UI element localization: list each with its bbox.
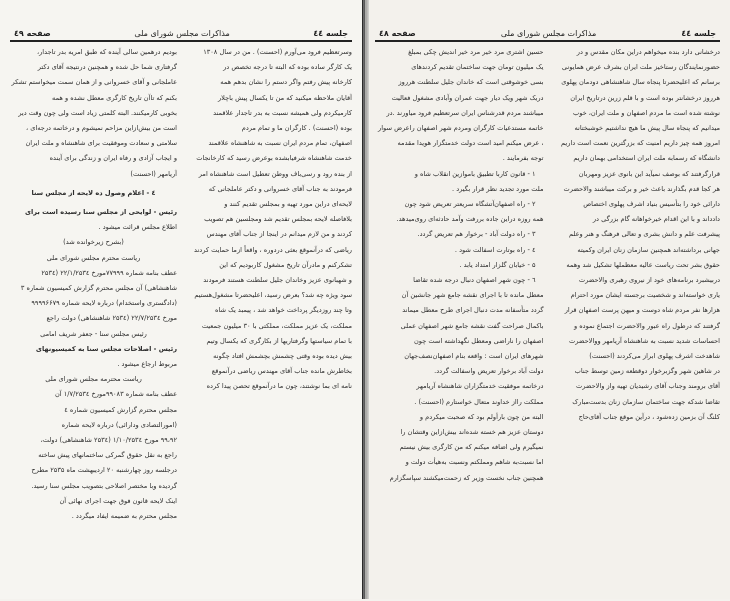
text-line: اصفهان را ناراضی ومعطل نگهداشته است چون: [413, 336, 544, 345]
text-line: یک میلیون تومان جهت ساختمان تقدیم کردندهای: [411, 63, 544, 72]
page-48: [365, 0, 730, 599]
binding-fold: [363, 0, 369, 599]
text-line: حقوق بشر تحت ریاست عالیه معظملها تشکیل شد وهمه: [566, 260, 720, 269]
text-line: و شهبانوی عزیز وخاندان جلیل سلطنت هستند فرمودند: [203, 276, 352, 285]
text-line: درجلسه روز چهارشنبه ۲۰ اردیبهشت ماه ۲۵۳۵ مطرح: [31, 466, 177, 475]
session-number: جلسه ٤٤: [313, 29, 348, 38]
text-line: معطل مانده تا با اجرای نقشه جامع شهر جانشین آن: [401, 291, 544, 300]
text-line: درخاتمه موفقیت خدمتگزاران شاهنشاه آریامهر: [416, 382, 544, 391]
running-head: [375, 24, 720, 42]
text-line: لایحه‌ای دراین مورد تهیه و بمجلس تقدیم کنند و: [224, 200, 352, 209]
text-line: دریک شهر ویک دیار جهت عمران وآبادی مشغول فعالیت: [391, 93, 544, 102]
centered-line: رئیس مجلس سنا - جعفر شریف امامی: [40, 329, 147, 338]
text-line: مجلس محترم گزارش کمیسیون شماره ٤: [64, 405, 177, 414]
page-number: صفحه ٤٨: [379, 29, 416, 38]
speaker-line: رئیس - لوایحی از مجلس سنا رسیده است برای: [25, 208, 177, 217]
text-line: مورخ ۲۲/۷/۲۵۳٤ (۲۵۳٤ شاهنشاهی) دولت راجع: [46, 314, 177, 323]
text-line: بخوبی کارمیکنند. البته کلمتی زیاد است ولی چون وقت دیر: [18, 108, 177, 117]
text-line: البته من چون بارأولم بود که صحبت میکردم و: [419, 412, 544, 421]
text-line: کارخانه پیش رفتم واگر دستم را نشان بدهم همه: [220, 78, 352, 87]
text-line: دارائی خود را بتأسیس بنیاد اشرف پهلوی اختصاص: [583, 200, 720, 209]
text-line: احساسات شدید نسبت به شاهنشاه آریامهر ووالاحضرت: [569, 336, 720, 345]
text-line: بیش دیده بوده وقتی چشمش بچشمش افتاد چگونه: [213, 352, 352, 361]
text-line: مجلس محترم به ضمیمه ایفاد میگردد .: [71, 512, 177, 521]
text-line: مملکت رااز خداوند متعال خواستارم (احسنت) .: [414, 397, 544, 406]
list-item: ٤ - راه بوتارت اسفالت شود .: [454, 245, 536, 254]
text-line: ریاضی که درآنموقع بعثی دردوره ، واقعاً ازما حمایت کردند: [194, 245, 352, 254]
section-heading: ٤ - اعلام وصول ده لایحه از مجلس سنا: [31, 188, 156, 197]
text-line: دانشگاه که رسمابه ملت ایران استخدامی بهمان داریم: [573, 154, 720, 163]
text-line: تقاضا شدکه جهت ساختمان سازمان زنان بدست‌مبارک: [572, 397, 720, 406]
text-line: (امورالتصادی ودارائی) درباره لایحه شماره: [61, 420, 177, 429]
session-number: جلسه ٤٤: [681, 29, 716, 38]
text-line: فرمودند به جناب آقای خسروانی و دکتر عاملجانی که: [208, 184, 352, 193]
text-line: در شاهین شهر وگزبرخوار دوقطعه زمین توسط جناب: [574, 367, 720, 376]
text-line: همچنین جناب نخست وزیر که زحمت‌میکشند سپاسگزارم: [389, 473, 544, 482]
text-line: نمیگیرم ولی اضافه میکنم که من کارگری بیش نیستم: [399, 443, 544, 452]
text-line: (دادگستری واستخدام) درباره لایحه شماره ۹۹۹۹۶۶۷۹: [31, 299, 177, 308]
centered-line: (بشرح زیرخوانده شد): [63, 238, 124, 247]
text-column-right: [552, 46, 721, 601]
text-line: یاری خواسته‌اند و شخصیت برجسته ایشان مورد احترام: [570, 291, 720, 300]
text-line: مربوط ارجاع میشود .: [117, 360, 177, 369]
text-line: دربیشبرد برنامه‌های خود از نیروی رهبری والاحضرت: [578, 276, 720, 285]
text-column-left: [10, 46, 177, 601]
text-line: با تمام سیاستها وگرفتاریها از بکارگری که یکسال وتیم: [206, 336, 352, 345]
text-line: هر کجا قدم بگذارند باعث خیر و برکت میباشند والاحضرت: [563, 184, 720, 193]
text-line: سود ویژه چه شد؟ بعرض رسید، اعلیحضرتا مشغول‌هستیم: [194, 291, 352, 300]
list-item: ۵ - خیابان گلزار امتداد یابد .: [459, 260, 536, 269]
text-line: گردد متأسفانه مدت دنبال اجرای طرح معطل میماند: [402, 306, 544, 315]
text-line: دولت آباد برخوار تعریض واسفالت گردد.: [434, 367, 544, 376]
page-number: صفحه ٤٩: [14, 29, 51, 38]
running-head: [10, 24, 352, 42]
text-line: وتا چند روزدیگر پرداخت خواهد شد ، پیمبد یک شاه: [215, 306, 352, 315]
text-line: شاهنشاهی) آن مجلس محترم گزارش کمیسیون شماره ۳: [20, 284, 177, 293]
text-line: آقایان ملاحظه میکنید که من تا یکسال پیش باچلار: [217, 93, 352, 102]
text-columns: [10, 46, 352, 601]
text-line: بلافاصله لایحه بمجلس تقدیم شد ومجلسین هم تصویب: [204, 215, 352, 224]
text-line: آقای برومند وجناب آقای رشیدیان تهیه واز والاحضرت: [576, 382, 720, 391]
text-columns: [375, 46, 720, 601]
text-line: باکمال صراحت گفت نقشه جامع شهر اصفهان عملی: [400, 321, 544, 330]
text-line: ملت مورد تجدید نظر قرار بگیرد .: [452, 184, 544, 193]
text-line: سلامتی و سعادت وموفقیت برای شاهنشاه و ملت ایران: [25, 139, 177, 148]
text-line: گرفتاری شما حل شده و همچنین درنتیجه آقای دکتر: [37, 63, 177, 72]
text-line: اصفهان، تمام مردم ایران نسبت به شاهنشاه علاقمند: [208, 139, 352, 148]
text-column-right: [185, 46, 352, 601]
running-title: مذاکرات مجلس شورای ملی: [134, 29, 230, 38]
text-column-left: [375, 46, 544, 601]
text-line: برسانم که اعلیحضرتا پنجاه سال شاهنشاهی دودمان پهلوی: [561, 78, 720, 87]
text-line: از بنده رود و رسی‌باف ووطن تعطیل است شاهنشاه امر: [198, 169, 352, 178]
text-line: حضورنمایندگان رستاخیز ملت ایران بشرف عرض همایونی: [561, 63, 720, 72]
text-line: شاهدخت اشرف پهلوی ابراز می‌کردند (احسنت): [589, 352, 720, 361]
list-item: ۱ - قانون کاربا تطبیق باموازین انقلاب شاه و: [414, 169, 536, 178]
text-line: ، عرض میکنم امید است دولت خدمتگزار هویدا مقدمه: [397, 139, 544, 148]
running-title: مذاکرات مجلس شورای ملی: [500, 29, 597, 38]
text-line: شهرهای ایران است : واقعه بنام اصفهان‌نصف‌جهان: [404, 352, 544, 361]
text-line: عطف بنامه شماره ۹۹۰۸۳مورخ ۱/۷/۲۵۳٤ آن: [54, 390, 177, 399]
text-line: اینک لایحه قانون فوق جهت اجرای نهائی آن: [59, 496, 177, 505]
text-line: تشکرکنم و مادرآن تاریخ مشغول کاربودیم که این: [219, 260, 352, 269]
list-item: ٦ - چون شهر اصفهان دنبال درجه شده تقاضا: [413, 276, 536, 285]
text-line: امروز همه چیز داریم امنیت که بزرگترین نعمت است داریم: [560, 139, 720, 148]
text-line: عاملجانی و آقای خسروانی و از همان سمت میخواستم تشکر: [11, 78, 177, 87]
text-line: بکنم که تاآن تاریخ کارگری معطل نشده و همه: [52, 93, 177, 102]
text-line: بوده (احسنت) . کارگران ما و تمام مردم: [241, 124, 352, 133]
text-line: حسین اشتری مرد خیر مرد خیر اندیش چکی بمبلغ: [408, 48, 544, 56]
text-line: گرفتند که درطول راه عبور والاحضرت اجتماع نموده و: [573, 321, 720, 330]
text-line: خدمت شاهنشاه شرفیابشده بوعرض رسید که کارخانجات: [196, 154, 352, 163]
text-line: کردند و من لازم میدانم در اینجا از جناب آقای مهندس: [206, 230, 352, 239]
text-line: یک کارگر ساده بوده که البته تا درجه تخصص در: [223, 63, 352, 72]
centered-line: ریاست محترمه مجلس شورای ملی: [45, 375, 142, 384]
text-line: درخشانی دارد بنده میخواهم دراین مکان مقدس و در: [576, 48, 720, 56]
text-line: آریامهر (احسنت): [130, 169, 177, 178]
text-line: و ایجاب آزادی و رفاه ایران و زندگی برای آینده: [49, 154, 177, 163]
text-line: کارمیکردم ولی همیشه نسبت به بدر تاجدار علاقمند: [213, 108, 352, 117]
text-line: قرارگرفتند که بوصف نمیآید این بانوی عزیز ومهربان: [578, 169, 720, 178]
text-line: مملکت، یک عزیز مملکت، مملکتی با ۳۰ میلیون جمعیت: [201, 321, 352, 330]
text-line: توجه بفرمایند .: [502, 154, 544, 163]
text-line: ۹۹،۹۲ مورخ ۱/۱۰/۲۵۳٤ (۲۵۳٤ شاهنشاهی) دولت،: [40, 436, 177, 445]
text-line: بخاطرش مانده جناب آقای مهندس ریاضی درآنموقع: [211, 367, 352, 376]
text-line: دادداند و با این اقدام خیرخواهانه گام بزرگی در: [592, 215, 720, 224]
text-line: پیشرفت علم و دانش بشری و تعالی فرهنگ و هنر وعلم: [569, 230, 720, 239]
text-line: بودیم درهمین سالی آینده که طبق امریه بدر تاجدار،: [37, 48, 177, 56]
text-line: دوستان عزیز هم خسته شده‌اند بیش‌ازاین وقتشان را: [400, 428, 544, 437]
text-line: راجع به نقل حقوق گمرکی ساختمانهای پیش ساخته: [38, 451, 177, 460]
text-line: نامه ای بما نوشتند، چون ما درآنموقع تحصن پیدا کرده: [206, 382, 352, 391]
text-line: گردیده وبا مختصر اصلاحی بتصویب مجلس سنا رسید.: [31, 481, 177, 490]
text-line: کلنگ آن بزمین زده‌شود ، درآین موقع جناب آقای‌حاج: [578, 412, 720, 421]
text-line: هرروز درخشانتر بوده است و با قلم زرین درتاریخ ایران: [570, 93, 720, 102]
text-line: هزارها نفر مردم شاه دوست و میهن پرست اصفهان قرار: [564, 306, 720, 315]
text-line: خاتمه مستدعیات کارگران ومردم شهر اصفهان راعرض‌ سوار: [378, 124, 544, 133]
text-line: میدانیم که پنجاه سال پیش ما هیچ نداشتیم خوشبختانه: [574, 124, 720, 133]
text-line: وسرتعظیم فرود می‌آورم (احسنت) . من در سال ۱۳۰۸: [203, 48, 352, 56]
text-line: همه روزه دراین جاده بررفت وآمد حادثه‌ای روی‌میدهد.: [396, 215, 544, 224]
text-line: عطف بنامه شماره ۷۷۹۹۹مورخ ۲۲/۱/۲۵۳٤ (۲۵۳٤: [41, 268, 177, 277]
text-line: جهانی برداشته‌اند همچنین سازمان زنان ایران وکمیته: [577, 245, 720, 254]
list-item: ۲ - راه اصفهان‌آتشگاه سریعتر تعریض شود چون: [404, 200, 536, 209]
list-item: ۳ - راه دولت آباد - برخوار هم تعریض گردد.: [417, 230, 536, 239]
text-line: میباشند مردم قدرشناس ایران سرتعظیم فرود میاورند .در: [386, 108, 544, 117]
speaker-line: رئیس - اصلاحات مجلس سنا به کمیسیونهای: [35, 344, 177, 353]
text-line: نوشته شده است ما مردم اصفهان و ملت ایران، خوب: [573, 108, 720, 117]
page-49: [0, 0, 365, 599]
centered-line: ریاست محترم مجلس شورای ملی: [46, 253, 141, 262]
text-line: بسی خوشوقتی است که خاندان جلیل سلطنت هرروز: [398, 78, 544, 87]
text-line: اما نسبت‌به شاهم ومملکتم ونسبت به‌هیأت دولت و: [405, 458, 544, 467]
text-line: است من بیش‌ازاین مزاحم نمیشوم و درخاتمه درجه‌ای ،: [26, 124, 177, 133]
text-line: اطلاع مجلس قرائت میشود .: [98, 223, 177, 232]
